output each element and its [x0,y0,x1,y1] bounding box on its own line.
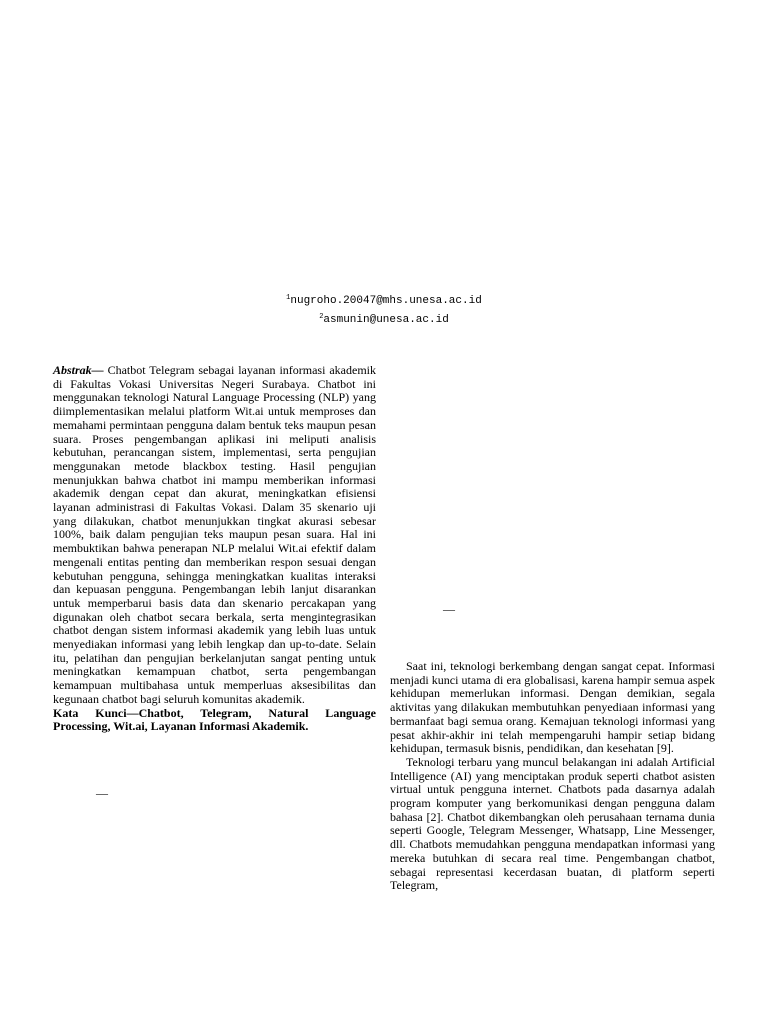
intro-paragraph-2: Teknologi terbaru yang muncul belakangan ini adalah Artificial Intelligence (AI) yang menciptakan produk seperti chatbot asisten virtual untuk pengguna internet. Chatbots pada dasarnya adalah program komputer yang berkomunikasi dengan pengguna dalam bahasa [2]. Chatbot dikembangkan oleh perusahaan ternama dunia seperti Google, Telegram Messenger, Whatsapp, Line Messenger, dll. Chatbots memudahkan pengguna mendapatkan informasi yang mereka butuhkan di secara real time. Pengembangan chatbot, sebagai representasi kecerdasan buatan, di platform seperti Telegram, [390,754,715,893]
section-dash-left: — [96,786,108,800]
abstract [53,364,376,707]
abstract-label: Abstrak— [53,363,104,377]
email-2-superscript: 2 [319,313,324,321]
email-line-2 [0,309,768,328]
section-dash-right: — [443,602,455,616]
author-emails [0,290,768,328]
intro-paragraph-1: Saat ini, teknologi berkembang dengan sangat cepat. Informasi menjadi kunci utama di era globalisasi, karena hampir semua aspek kehidupan memerlukan informasi. Dengan demikian, segala aktivitas yang dilakukan membutuhkan penyediaan informasi yang bermanfaat bagi semua orang. Kemajuan teknologi informasi yang pesat akhir-akhir ini telah mempengaruhi hampir setiap bidang kehidupan, termasuk bisnis, pendidikan, dan kesehatan [9]. [390,659,715,756]
email-2: asmunin@unesa.ac.id [323,314,449,326]
abstract-text: Chatbot Telegram sebagai layanan informasi akademik di Fakultas Vokasi Universitas Negeri Surabaya. Chatbot ini menggunakan teknologi Natural Language Processing (NLP) yang diimplementasikan melalui platform Wit.ai untuk memproses dan memahami permintaan pengguna dalam bentuk teks maupun pesan suara. Proses pengembangan aplikasi ini meliputi analisis kebutuhan, perancangan sistem, implementasi, serta pengujian menggunakan metode blackbox testing. Hasil pengujian menunjukkan bahwa chatbot ini mampu memberikan informasi akademik dengan cepat dan akurat, meningkatkan efisiensi layanan administrasi di Fakultas Vokasi. Dalam 35 skenario uji yang dilakukan, chatbot menunjukkan tingkat akurasi sebesar 100%, baik dalam pengujian teks maupun pesan suara. Hal ini membuktikan bahwa penerapan NLP melalui Wit.ai efektif dalam mengenali entitas penting dan memberikan respon sesuai dengan kebutuhan pengguna, sehingga meningkatkan kualitas interaksi dan kepuasan pengguna. Pengembangan lebih lanjut disarankan untuk memperbarui basis data dan skenario percakapan yang digunakan oleh chatbot secara berkala, serta mengintegrasikan chatbot dengan sistem informasi akademik yang lebih luas untuk menyediakan informasi yang lebih lengkap dan up-to-date. Selain itu, pelatihan dan pengujian berkelanjutan sangat penting untuk meningkatkan kemampuan chatbot, serta pengembangan kemampuan multibahasa untuk memperluas aksesibilitas dan kegunaan chatbot bagi seluruh komunitas akademik. [53,363,376,706]
email-1: nugroho.20047@mhs.unesa.ac.id [290,295,482,307]
right-column [390,660,715,893]
email-1-superscript: 1 [286,294,291,302]
left-column [53,364,376,734]
keywords: Kata Kunci—Chatbot, Telegram, Natural Language Processing, Wit.ai, Layanan Informasi Akademik. [53,705,376,734]
email-line-1 [0,290,768,309]
